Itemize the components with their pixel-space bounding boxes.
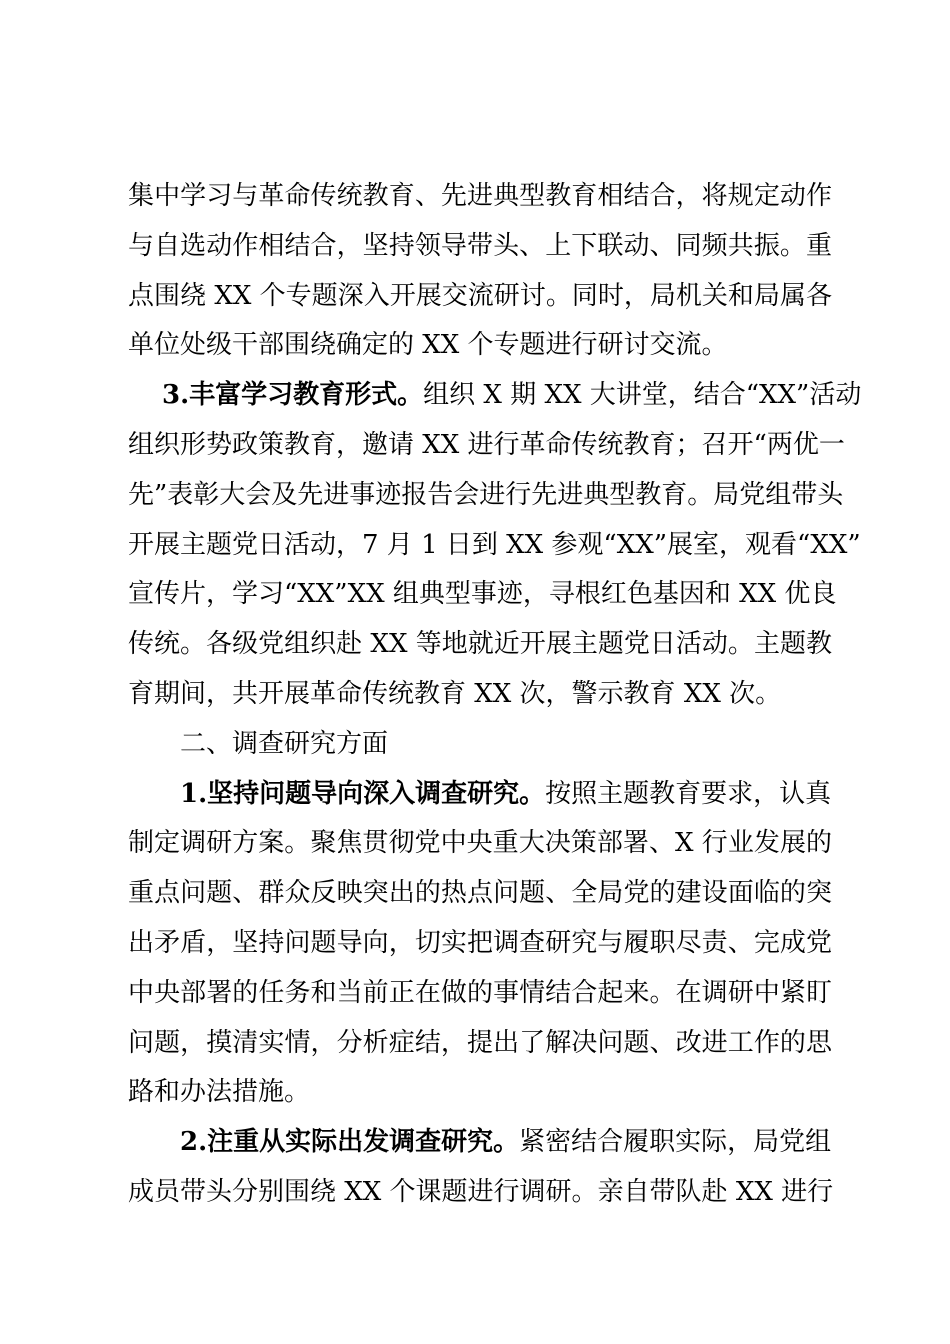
body-line: 开展主题党日活动，7 月 1 日到 XX 参观“XX”展室，观看“XX” bbox=[128, 529, 861, 560]
paragraph-heading: 3.丰富学习教育形式。 bbox=[162, 380, 424, 411]
body-line: 问题，摸清实情，分析症结，提出了解决问题、改进工作的思 bbox=[128, 1027, 832, 1058]
paragraph-heading: 2.注重从实际出发调查研究。 bbox=[180, 1127, 520, 1158]
body-line: 组织形势政策教育，邀请 XX 进行革命传统教育；召开“两优一 bbox=[128, 429, 845, 460]
body-line: 先”表彰大会及先进事迹报告会进行先进典型教育。局党组带头 bbox=[128, 479, 844, 510]
body-line: 集中学习与革命传统教育、先进典型教育相结合，将规定动作 bbox=[128, 181, 832, 211]
paragraph-text: 按照主题教育要求，认真 bbox=[545, 778, 832, 809]
document-body bbox=[128, 172, 862, 1218]
body-line: 出矛盾，坚持问题导向，切实把调查研究与履职尽责、完成党 bbox=[128, 927, 832, 958]
paragraph-first-line bbox=[128, 770, 832, 820]
paragraph-first-line bbox=[128, 371, 862, 421]
paragraph-text: 组织 X 期 XX 大讲堂，结合“XX”活动 bbox=[423, 380, 862, 411]
paragraph-text: 紧密结合履职实际，局党组 bbox=[519, 1127, 832, 1158]
body-line: 单位处级干部围绕确定的 XX 个专题进行研讨交流。 bbox=[128, 330, 728, 361]
body-line: 路和办法措施。 bbox=[128, 1077, 311, 1108]
body-line: 传统。各级党组织赴 XX 等地就近开展主题党日活动。主题教 bbox=[128, 629, 832, 660]
body-line: 育期间，共开展革命传统教育 XX 次，警示教育 XX 次。 bbox=[128, 678, 782, 709]
body-line: 中央部署的任务和当前正在做的事情结合起来。在调研中紧盯 bbox=[128, 977, 832, 1008]
body-line: 宣传片，学习“XX”XX 组典型事迹，寻根红色基因和 XX 优良 bbox=[128, 579, 837, 610]
body-line: 与自选动作相结合，坚持领导带头、上下联动、同频共振。重 bbox=[128, 230, 832, 261]
body-line: 成员带头分别围绕 XX 个课题进行调研。亲自带队赴 XX 进行 bbox=[128, 1176, 834, 1207]
paragraph-heading: 1.坚持问题导向深入调查研究。 bbox=[180, 778, 546, 809]
body-line: 重点问题、群众反映突出的热点问题、全局党的建设面临的突 bbox=[128, 878, 832, 909]
body-line: 点围绕 XX 个专题深入开展交流研讨。同时，局机关和局属各 bbox=[128, 280, 832, 311]
section-title: 二、调查研究方面 bbox=[180, 728, 389, 759]
body-line: 制定调研方案。聚焦贯彻党中央重大决策部署、X 行业发展的 bbox=[128, 828, 832, 859]
paragraph-first-line bbox=[128, 1118, 832, 1168]
